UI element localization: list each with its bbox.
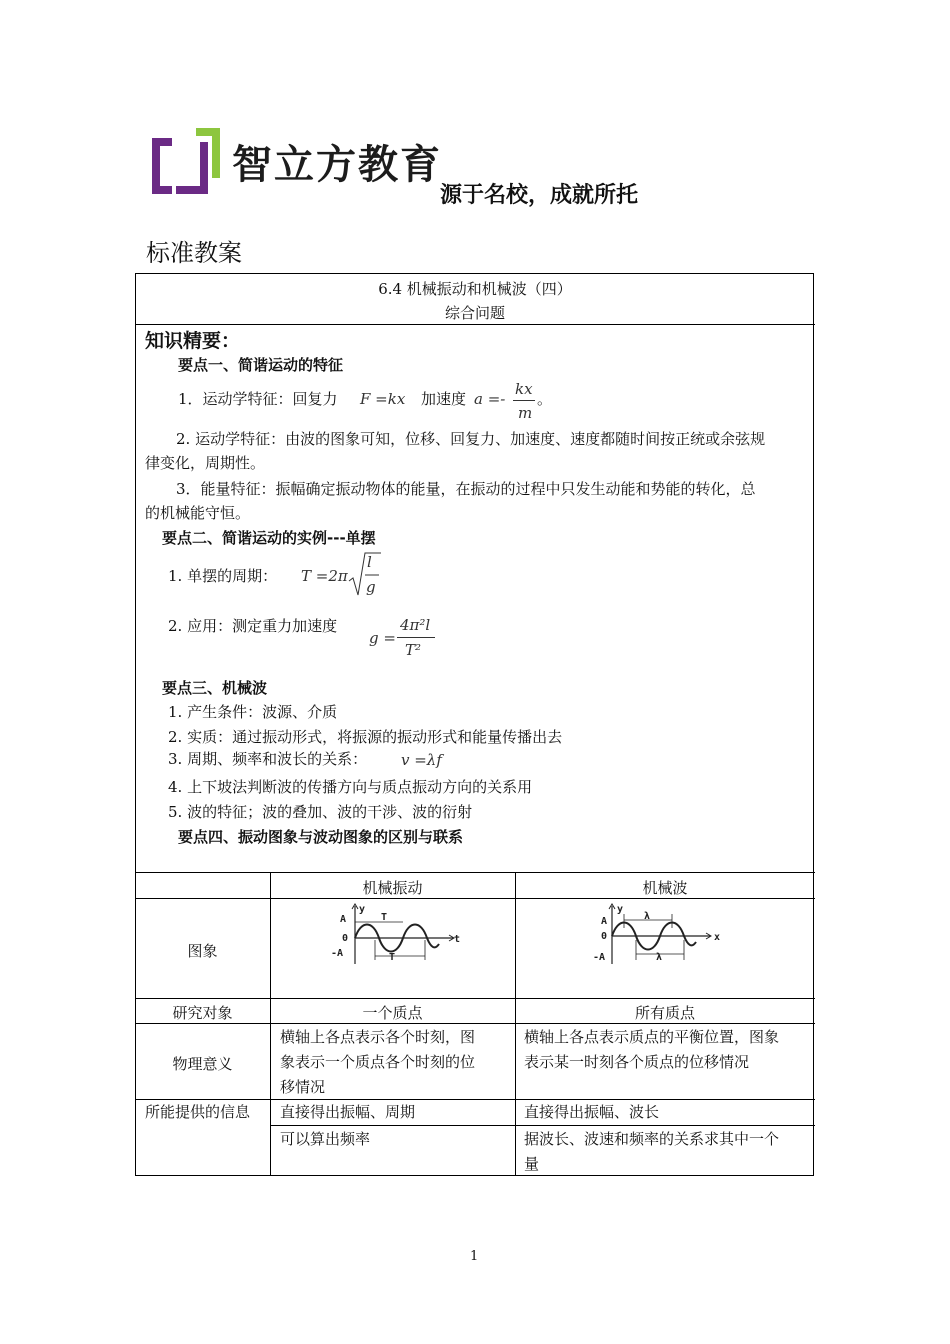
formula-accel-denominator: m: [518, 404, 533, 422]
point3-item1: 1. 产生条件：波源、介质: [168, 703, 338, 721]
object-wave: 所有质点: [634, 1004, 695, 1022]
vib-label-neg-a: -A: [331, 948, 344, 959]
object-vibration: 一个质点: [362, 1004, 423, 1022]
formula-period-lhs: T =2π: [301, 567, 348, 585]
formula-gravity-numerator: 4π²l: [400, 616, 431, 634]
formula-period-denominator: g: [366, 578, 376, 596]
wave-label-wl-top: λ: [644, 911, 651, 922]
formula-period-numerator: l: [367, 553, 372, 571]
point1-item1-label: 1．运动学特征：回复力: [178, 390, 338, 408]
formula-accel-numerator: kx: [515, 380, 533, 398]
point3-heading: 要点三、机械波: [162, 679, 268, 697]
meaning-wave-line2: 表示某一时刻各个质点的位移情况: [524, 1053, 750, 1071]
formula-gravity-lhs: g =: [369, 629, 396, 647]
point4-heading: 要点四、振动图象与波动图象的区别与联系: [178, 828, 464, 846]
info-wave-2-line2: 量: [524, 1155, 540, 1173]
row-label-object: 研究对象: [172, 1004, 233, 1022]
vib-label-period-top: T: [381, 912, 388, 923]
brand-name: 智立方教育: [232, 142, 442, 188]
row-label-image: 图象: [187, 942, 218, 960]
point1-item2-line2: 律变化，周期性。: [145, 454, 266, 472]
table-border: [135, 898, 815, 899]
logo-mark-icon: [148, 126, 223, 198]
formula-accel-lhs: a =-: [474, 390, 506, 408]
point3-item3-label: 3. 周期、频率和波长的关系：: [168, 750, 368, 768]
point2-item1-label: 1. 单摆的周期：: [168, 567, 278, 585]
formula-gravity-denominator: T²: [405, 641, 422, 659]
lesson-subtitle: 综合问题: [444, 304, 505, 322]
divider: [135, 324, 815, 325]
point1-item1-end: 。: [537, 390, 553, 408]
point1-item2-line1: 2. 运动学特征：由波的图象可知，位移、回复力、加速度、速度都随时间按正统或余弦规: [176, 430, 766, 448]
point1-item3-line2: 的机械能守恒。: [145, 504, 251, 522]
vib-label-t: t: [454, 934, 461, 945]
table-header-vibration: 机械振动: [362, 879, 423, 897]
fraction-bar: [397, 637, 435, 638]
meaning-vibration-line1: 横轴上各点表示各个时刻，图: [280, 1028, 476, 1046]
formula-wave-speed: v =λf: [401, 751, 442, 769]
point3-item2: 2. 实质：通过振动形式，将振源的振动形式和能量传播出去: [168, 728, 563, 746]
table-header-wave: 机械波: [642, 879, 688, 897]
point3-item5: 5. 波的特征；波的叠加、波的干涉、波的衍射: [168, 803, 473, 821]
lesson-title: 6.4 机械振动和机械波（四）: [378, 280, 572, 298]
point1-accel-label: 加速度: [421, 390, 467, 408]
table-border: [135, 1023, 815, 1024]
vibration-graph: [325, 900, 465, 970]
wave-label-neg-a: -A: [593, 952, 606, 963]
vib-label-period-bottom: T: [389, 952, 396, 963]
wave-label-wl-bottom: λ: [656, 952, 663, 963]
table-border: [135, 998, 815, 999]
vib-label-a: A: [340, 914, 347, 925]
table-border: [135, 872, 815, 873]
meaning-wave-line1: 横轴上各点表示质点的平衡位置，图象: [524, 1028, 780, 1046]
info-wave-1: 直接得出振幅、波长: [524, 1103, 660, 1121]
section-heading: 知识精要：: [145, 330, 241, 352]
table-border: [270, 1125, 815, 1126]
wave-label-y: y: [617, 904, 624, 915]
sqrt-sign-icon: [348, 551, 382, 597]
row-label-meaning: 物理意义: [172, 1055, 233, 1073]
table-border: [515, 872, 516, 1176]
wave-label-zero: 0: [601, 931, 608, 942]
info-vibration-1: 直接得出振幅、周期: [280, 1103, 416, 1121]
document-label: 标准教案: [146, 239, 242, 267]
point1-heading: 要点一、简谐运动的特征: [178, 356, 344, 374]
point2-item2-label: 2. 应用：测定重力加速度: [168, 617, 338, 635]
point3-item4: 4. 上下坡法判断波的传播方向与质点振动方向的关系用: [168, 778, 533, 796]
meaning-vibration-line3: 移情况: [280, 1078, 326, 1096]
wave-graph: [592, 900, 732, 970]
vib-label-zero: 0: [342, 933, 349, 944]
formula-restoring-force: F =kx: [360, 390, 406, 408]
vib-label-y: y: [359, 904, 366, 915]
point1-item3-line1: 3．能量特征：振幅确定振动物体的能量，在振动的过程中只发生动能和势能的转化，总: [176, 480, 756, 498]
logo: [148, 126, 223, 202]
point2-heading: 要点二、简谐运动的实例---单摆: [162, 529, 376, 547]
slogan: 源于名校，成就所托: [440, 183, 639, 208]
wave-label-a: A: [601, 916, 608, 927]
info-vibration-2: 可以算出频率: [280, 1130, 371, 1148]
fraction-bar: [513, 400, 535, 401]
wave-label-x: x: [714, 932, 721, 943]
table-border: [270, 872, 271, 1176]
info-wave-2-line1: 据波长、波速和频率的关系求其中一个: [524, 1130, 780, 1148]
page-number: 1: [470, 1249, 479, 1264]
meaning-vibration-line2: 象表示一个质点各个时刻的位: [280, 1053, 476, 1071]
row-label-info: 所能提供的信息: [145, 1103, 251, 1121]
